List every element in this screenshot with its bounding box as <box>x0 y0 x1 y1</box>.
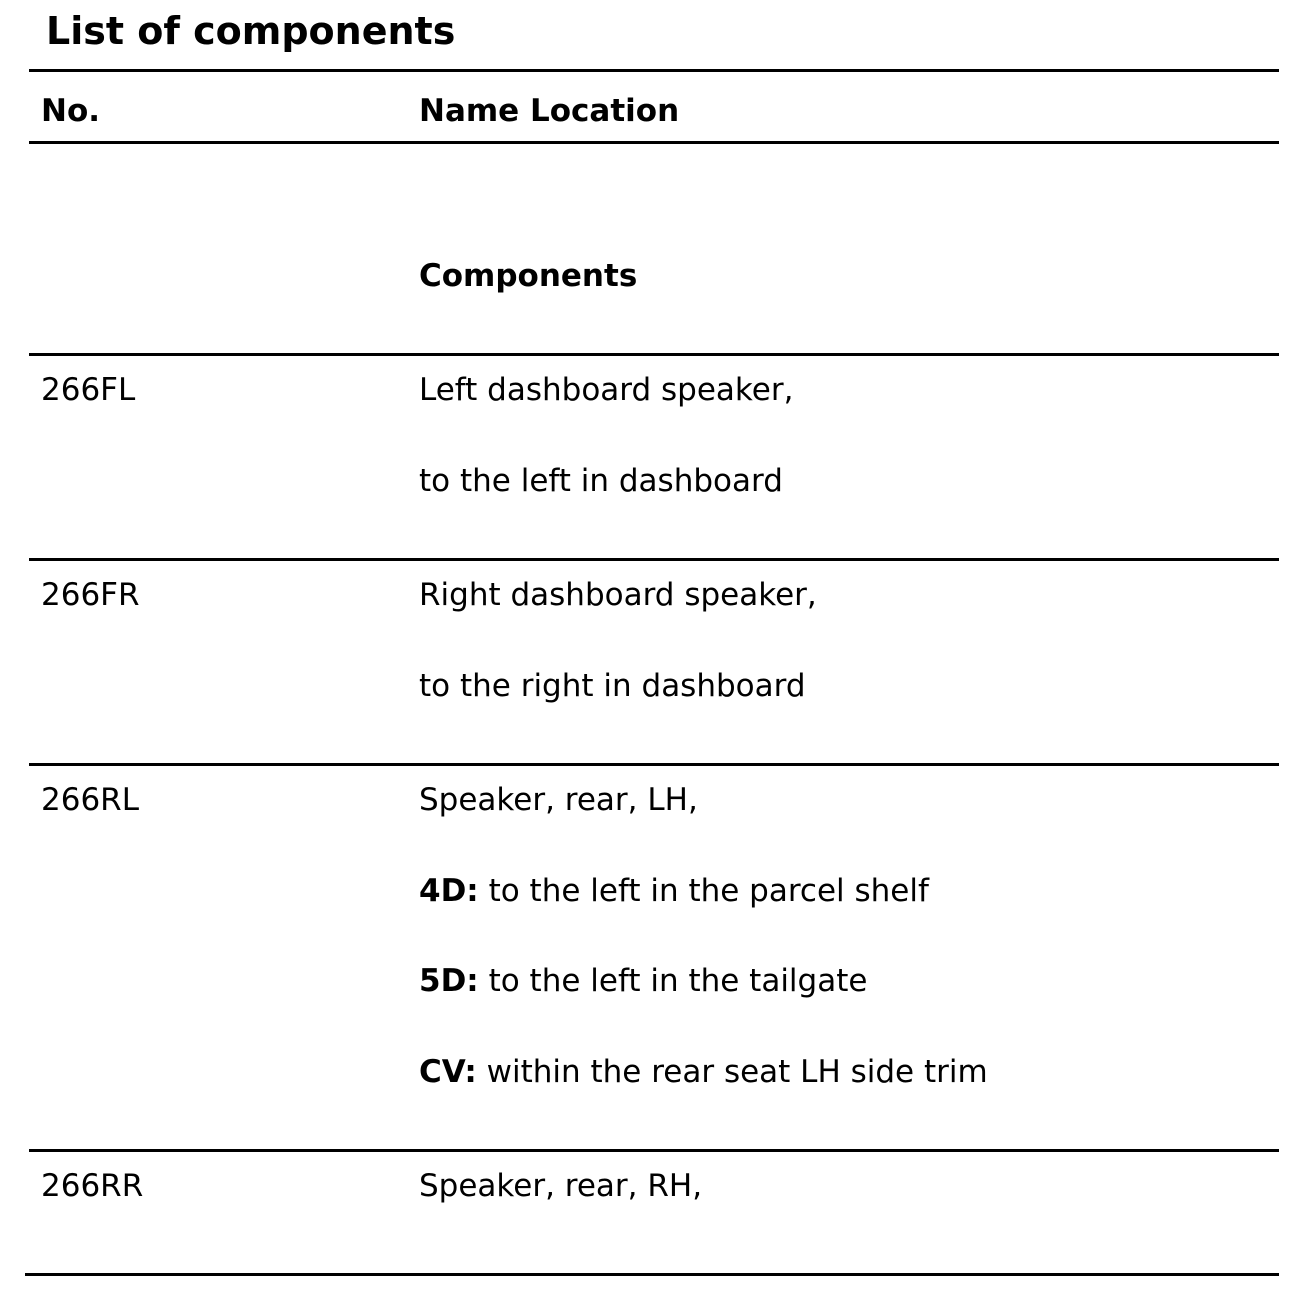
component-location <box>419 872 929 910</box>
row-divider <box>29 353 1279 356</box>
section-label: Components <box>419 258 638 294</box>
body-variant-label: CV: <box>419 1054 477 1090</box>
row-divider <box>29 558 1279 561</box>
component-number: 266RL <box>41 782 139 818</box>
component-name: Speaker, rear, RH, <box>419 1168 703 1204</box>
location-text: to the left in the tailgate <box>488 963 868 999</box>
component-name: Left dashboard speaker, <box>419 372 794 408</box>
body-variant-label: 5D: <box>419 963 479 999</box>
table-bottom-rule <box>25 1273 1279 1276</box>
component-name: Right dashboard speaker, <box>419 577 817 613</box>
component-number: 266FL <box>41 372 136 408</box>
header-no: No. <box>41 93 101 129</box>
location-text: to the left in the parcel shelf <box>488 873 929 909</box>
component-location: to the right in dashboard <box>419 668 806 704</box>
component-number: 266RR <box>41 1168 144 1204</box>
row-divider <box>29 1149 1279 1152</box>
component-location <box>419 1053 988 1091</box>
page-title: List of components <box>46 9 456 53</box>
body-variant-label: 4D: <box>419 873 479 909</box>
component-name: Speaker, rear, LH, <box>419 782 698 818</box>
location-text: within the rear seat LH side trim <box>486 1054 988 1090</box>
header-top-rule <box>29 69 1279 72</box>
component-location <box>419 962 867 1000</box>
row-divider <box>29 763 1279 766</box>
component-location: to the left in dashboard <box>419 463 783 499</box>
header-bottom-rule <box>29 141 1279 144</box>
header-name-location: Name Location <box>419 93 680 129</box>
component-number: 266FR <box>41 577 140 613</box>
